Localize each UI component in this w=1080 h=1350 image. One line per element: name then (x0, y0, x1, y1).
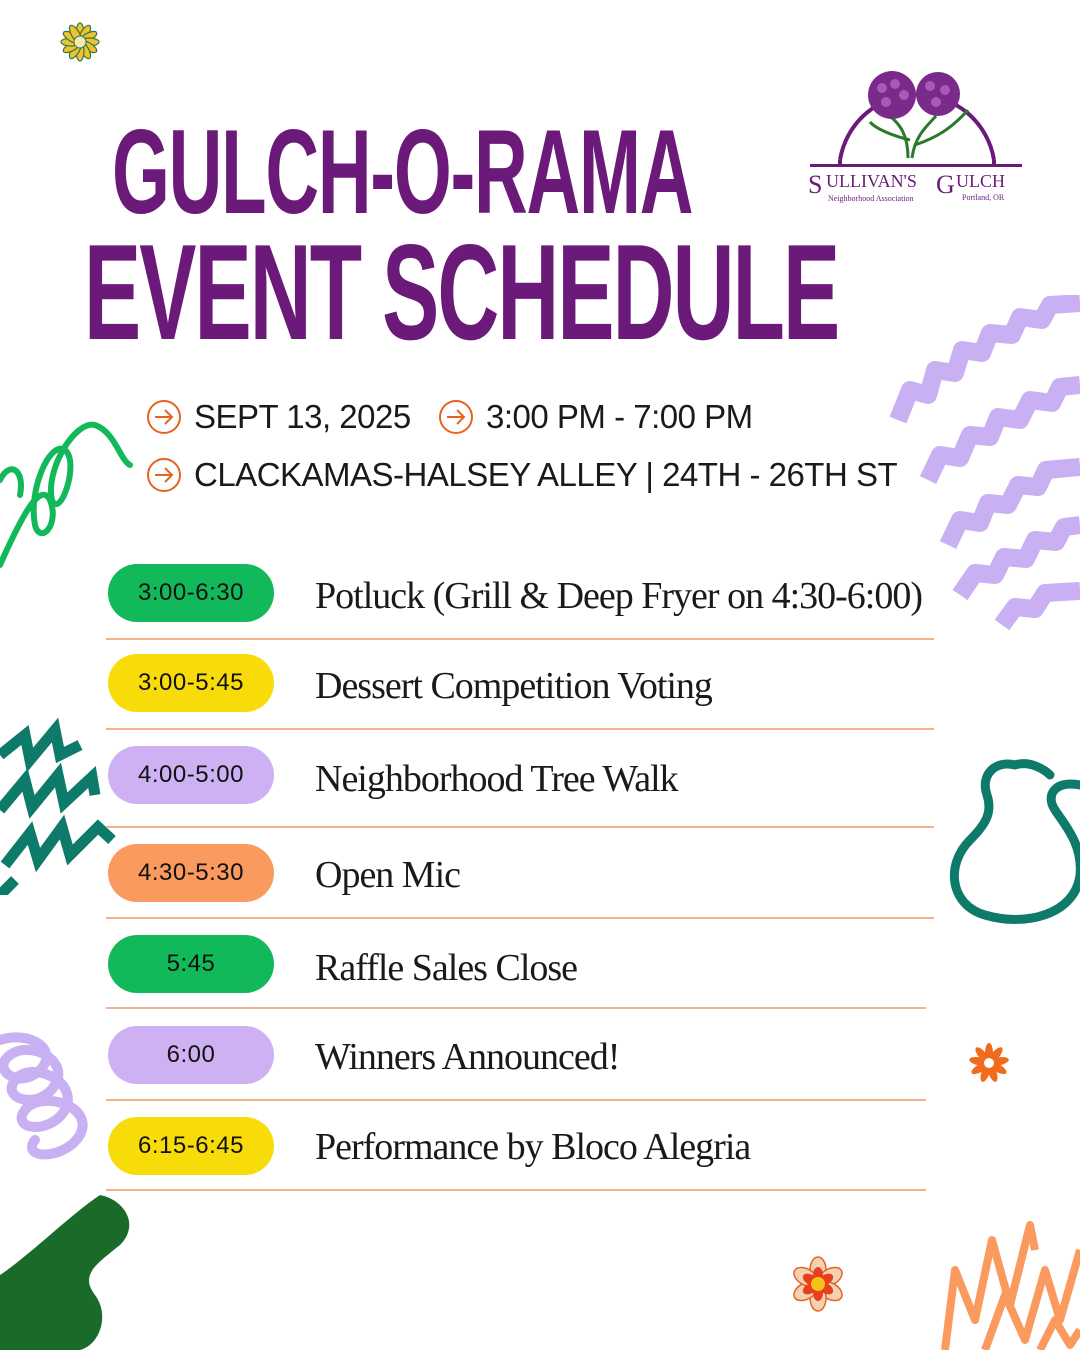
logo-name-g: G (936, 170, 955, 199)
schedule-row (100, 828, 934, 919)
event-name: Neighborhood Tree Walk (315, 758, 678, 800)
logo-name-ullivans: ULLIVAN'S (826, 171, 917, 191)
dark-green-blob (0, 1195, 135, 1350)
event-location: CLACKAMAS-HALSEY ALLEY | 24TH - 26TH ST (194, 456, 898, 493)
schedule-row (100, 550, 934, 640)
time-badge: 3:00-6:30 (108, 564, 274, 622)
schedule-row (100, 1009, 926, 1101)
event-name: Winners Announced! (315, 1036, 620, 1078)
time-badge: 5:45 (108, 935, 274, 993)
lavender-scribble (0, 1010, 110, 1175)
event-name: Dessert Competition Voting (315, 665, 712, 707)
red-flower-icon (786, 1252, 850, 1316)
event-time: 3:00 PM - 7:00 PM (486, 398, 753, 435)
arrow-right-circle-icon (146, 399, 182, 435)
event-date-row (146, 398, 411, 436)
time-badge: 4:30-5:30 (108, 844, 274, 902)
event-name: Potluck (Grill & Deep Fryer on 4:30-6:00) (315, 575, 923, 617)
arrow-right-circle-icon (438, 399, 474, 435)
event-location-row (146, 456, 897, 494)
time-badge: 3:00-5:45 (108, 654, 274, 712)
logo-name-s: S (808, 170, 823, 199)
logo-name-ulch: ULCH (956, 171, 1005, 191)
schedule-row (100, 919, 926, 1009)
flower-icon-top-left (58, 20, 102, 64)
sullivans-gulch-logo (800, 40, 1030, 210)
divider (106, 1189, 926, 1191)
event-date: SEPT 13, 2025 (194, 398, 411, 435)
logo-location: Portland, OR (962, 193, 1005, 202)
orange-zigzag-lines (930, 1210, 1080, 1350)
logo-subtitle: Neighborhood Association (828, 194, 914, 203)
page-title-line1: GULCH-O-RAMA (112, 105, 693, 239)
schedule-row (100, 1101, 926, 1191)
teal-loop-shape (935, 755, 1080, 930)
page-title-line2: EVENT SCHEDULE (84, 216, 839, 368)
event-time-row (438, 398, 753, 436)
event-name: Performance by Bloco Alegria (315, 1126, 751, 1168)
event-name: Raffle Sales Close (315, 947, 578, 989)
schedule-row (100, 640, 934, 730)
time-badge: 6:00 (108, 1026, 274, 1084)
time-badge: 6:15-6:45 (108, 1117, 274, 1175)
event-name: Open Mic (315, 854, 461, 896)
orange-flower-icon (966, 1040, 1012, 1086)
time-badge: 4:00-5:00 (108, 746, 274, 804)
schedule-row (100, 730, 934, 828)
arrow-right-circle-icon (146, 457, 182, 493)
